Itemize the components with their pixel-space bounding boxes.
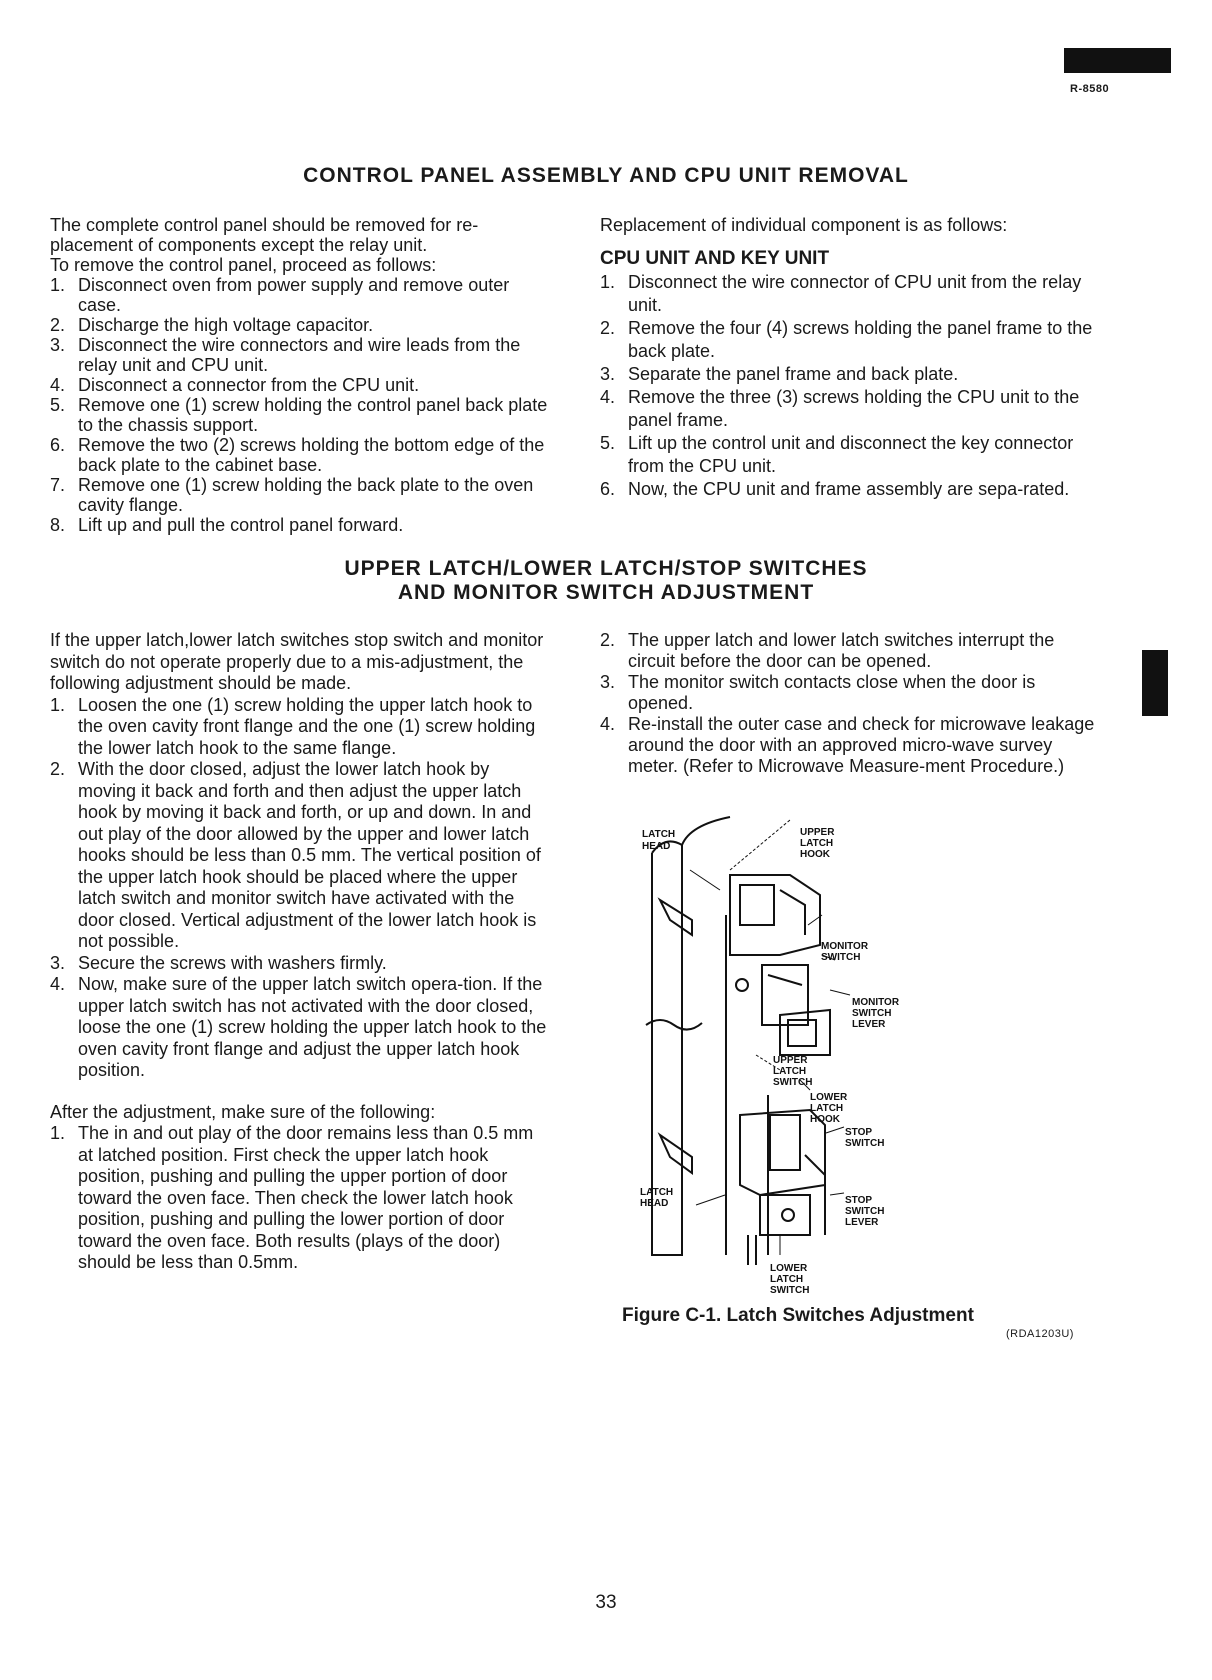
figure-label: SWITCH [821, 952, 861, 963]
figure-label: HEAD [640, 1198, 669, 1209]
figure-label: HOOK [800, 849, 830, 860]
figure-label: LATCH [773, 1066, 807, 1077]
svg-text:HEAD [640, 1198, 668, 1209]
figure-label: LATCH [640, 1187, 674, 1198]
section-title-latch-switches [0, 557, 1212, 605]
figure-label: LATCH [810, 1103, 844, 1114]
svg-text:HOOK [810, 1114, 841, 1125]
figure-label: UPPER [773, 1055, 808, 1066]
svg-text:SWITCH [773, 1077, 812, 1088]
list-item: 1. Disconnect oven from power supply and remove outer case. [50, 275, 510, 315]
svg-text:SWITCH [821, 952, 860, 963]
after-adjustment-intro: After the adjustment, make sure of the following: [50, 1101, 436, 1122]
list-item: 1. The in and out play of the door remains less than 0.5 mm at latched position. First check the upper latch hook position, pushing and pulling the upper portion of door toward the oven face. Then check the lower latch hook position, pushing and pulling the lower portion of door toward the oven face. Both results (plays of the door) should be less than 0.5mm. [50, 1123, 534, 1272]
adjustment-intro: If the upper latch,lower latch switches stop switch and monitor switch do not operate properly due to a mis-adjustment, the following adjustment should be made. [50, 630, 544, 693]
svg-text:LEVER [852, 1019, 886, 1030]
list-item: 2. Remove the four (4) screws holding the panel frame to the back plate. [600, 318, 1093, 361]
list-item: 4. Now, make sure of the upper latch switch opera-tion. If the upper latch switch has not activated with the door closed, loose the one (1) screw holding the upper latch hook to the oven cavity front flange and adjust the upper latch hook position. [50, 974, 547, 1080]
intro-paragraph-2: To remove the control panel, proceed as follows: [50, 255, 437, 275]
list-item: 2. With the door closed, adjust the lower latch hook by moving it back and forth and then adjust the upper latch hook by moving it back and forth, or up and down. In and out play of the door allowed by the upper and lower latch hooks should be less than 0.5 mm. The vertical position of the upper latch hook should be placed where the upper latch switch and monitor switch have activated with the door closed. Vertical adjustment of the lower latch hook is not possible. [50, 759, 541, 951]
latch-switches-figure [630, 815, 930, 1335]
figure-label: LOWER [770, 1263, 808, 1274]
figure-label: LOWER [810, 1092, 848, 1103]
svg-text:HEAD [642, 841, 670, 852]
list-item: 3. Separate the panel frame and back plate. [600, 364, 959, 384]
list-item: 1. Loosen the one (1) screw holding the upper latch hook to the oven cavity front flange and the one (1) screw holding the lower latch hook to the same flange. [50, 694, 536, 758]
section-tab-mark [1064, 48, 1171, 73]
svg-text:LATCH [770, 1274, 803, 1285]
list-item: 3. Secure the screws with washers firmly. [50, 952, 387, 973]
after-steps-list-continued [600, 630, 1100, 777]
figure-label: SWITCH [770, 1285, 810, 1296]
figure-label: SWITCH [845, 1138, 885, 1149]
svg-text:SWITCH [852, 1008, 891, 1019]
list-item: 4. Re-install the outer case and check for microwave leakage around the door with an approved micro-wave survey meter. (Refer to Microwave Measure-ment Procedure.) [600, 714, 1095, 776]
removal-steps-list [50, 275, 550, 535]
figure-label: HOOK [810, 1114, 840, 1125]
list-item: 4. Remove the three (3) screws holding the CPU unit to the panel frame. [600, 387, 1080, 430]
figure-label: UPPER [800, 827, 835, 838]
page-number: 33 [595, 1592, 617, 1613]
figure-label: LATCH [800, 838, 834, 849]
list-item: 2. The upper latch and lower latch switches interrupt the circuit before the door can be opened. [600, 630, 1055, 671]
svg-text:LATCH [810, 1103, 843, 1114]
figure-label: LATCH [770, 1274, 804, 1285]
cpu-steps-list [600, 271, 1100, 501]
section2-right-column [600, 630, 1100, 777]
list-item: 1. Disconnect the wire connector of CPU unit from the relay unit. [600, 272, 1082, 315]
intro-paragraph: The complete control panel should be removed for re-placement of components except the relay unit. [50, 215, 479, 255]
figure-label: LEVER [852, 1019, 886, 1030]
figure-label: LATCH [642, 829, 676, 840]
svg-text:STOP [845, 1195, 872, 1206]
section1-left-column [50, 215, 550, 535]
subsection-title-cpu: CPU UNIT AND KEY UNIT [600, 248, 830, 269]
section2-left-column [50, 630, 552, 1274]
svg-text:UPPER [800, 827, 835, 838]
section-title-line: AND MONITOR SWITCH ADJUSTMENT [397, 581, 815, 604]
after-steps-list [50, 1123, 552, 1274]
figure-label: LEVER [845, 1217, 879, 1228]
list-item: 2. Discharge the high voltage capacitor. [50, 315, 374, 335]
svg-text:MONITOR [852, 997, 900, 1008]
svg-text:LATCH [773, 1066, 806, 1077]
svg-text:LEVER [845, 1217, 879, 1228]
figure-label: SWITCH [845, 1206, 885, 1217]
list-item: 3. Disconnect the wire connectors and wire leads from the relay unit and CPU unit. [50, 335, 521, 375]
svg-text:HOOK [800, 849, 831, 860]
section-title-control-panel: CONTROL PANEL ASSEMBLY AND CPU UNIT REMOVAL [303, 164, 909, 187]
figure-label: MONITOR [821, 941, 869, 952]
figure-label: HEAD [642, 841, 671, 852]
section1-right-column [600, 215, 1100, 501]
list-item: 5. Lift up the control unit and disconnect the key connector from the CPU unit. [600, 433, 1074, 476]
svg-text:UPPER [773, 1055, 808, 1066]
list-item: 4. Disconnect a connector from the CPU unit. [50, 375, 420, 395]
section-title-line: UPPER LATCH/LOWER LATCH/STOP SWITCHES [344, 557, 868, 580]
svg-text:SWITCH [845, 1138, 884, 1149]
svg-text:MONITOR [821, 941, 869, 952]
svg-text:LATCH [642, 829, 675, 840]
figure-caption: Figure C-1. Latch Switches Adjustment [622, 1305, 974, 1326]
svg-text:SWITCH [845, 1206, 884, 1217]
svg-text:LOWER [770, 1263, 808, 1274]
list-item: 3. The monitor switch contacts close when the door is opened. [600, 672, 1036, 713]
svg-text:LOWER [810, 1092, 848, 1103]
list-item: 7. Remove one (1) screw holding the back plate to the oven cavity flange. [50, 475, 534, 515]
figure-label: STOP [845, 1195, 873, 1206]
list-item: 6. Remove the two (2) screws holding the bottom edge of the back plate to the cabinet base. [50, 435, 545, 475]
list-item: 5. Remove one (1) screw holding the control panel back plate to the chassis support. [50, 395, 548, 435]
figure-label: MONITOR [852, 997, 900, 1008]
side-tab-mark [1142, 650, 1168, 716]
svg-text:LATCH [640, 1187, 673, 1198]
adjustment-steps-list [50, 695, 552, 1082]
list-item: 8. Lift up and pull the control panel forward. [50, 515, 404, 535]
figure-label: SWITCH [852, 1008, 892, 1019]
svg-text:LATCH [800, 838, 833, 849]
figure-label: SWITCH [773, 1077, 813, 1088]
right-intro: Replacement of individual component is as follows: [600, 215, 1008, 235]
list-item: 6. Now, the CPU unit and frame assembly are sepa-rated. [600, 479, 1070, 499]
svg-text:SWITCH [770, 1285, 809, 1296]
figure-code: (RDA1203U) [1006, 1328, 1074, 1340]
svg-text:STOP [845, 1127, 872, 1138]
figure-labels [640, 827, 900, 1296]
figure-label: STOP [845, 1127, 873, 1138]
model-number: R-8580 [1070, 83, 1110, 95]
